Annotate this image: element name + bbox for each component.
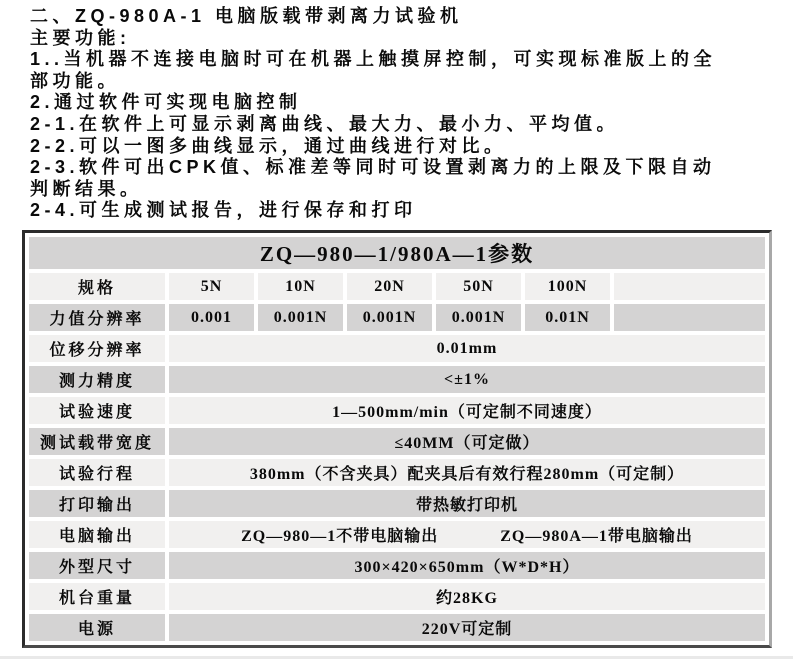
spec-label-cell: 打印输出 <box>29 490 165 517</box>
spec-value-cell: 300×420×650mm（W*D*H） <box>169 552 765 579</box>
spec-value-cell: 0.001 <box>169 304 254 331</box>
spec-value-cell: 5N <box>169 273 254 300</box>
intro-line: 2-2.可以一图多曲线显示，通过曲线进行对比。 <box>30 135 507 156</box>
spec-value-cell: 约28KG <box>169 583 765 610</box>
intro-text <box>30 6 775 222</box>
spec-value-cell: 0.01mm <box>169 335 765 362</box>
spec-label-cell: 试验速度 <box>29 397 165 424</box>
intro-line: 2-1.在软件上可显示剥离曲线、最大力、最小力、平均值。 <box>30 113 620 134</box>
spec-value-cell <box>169 521 765 548</box>
spec-label-cell: 规格 <box>29 273 165 300</box>
intro-line: 1..当机器不连接电脑时可在机器上触摸屏控制，可实现标准版上的全 <box>30 49 717 70</box>
spec-label-cell: 测力精度 <box>29 366 165 393</box>
document-heading: 二、ZQ-980A-1 电脑版载带剥离力试验机 <box>30 6 463 26</box>
intro-line: 2-4.可生成测试报告，进行保存和打印 <box>30 200 417 221</box>
intro-line: 部功能。 <box>30 70 120 91</box>
spec-value-cell: <±1% <box>169 366 765 393</box>
spec-value-cell: 0.001N <box>436 304 521 331</box>
spec-label-cell: 电源 <box>29 614 165 641</box>
spec-value-cell: 100N <box>525 273 610 300</box>
spec-value-cell: 50N <box>436 273 521 300</box>
spec-label-cell: 位移分辨率 <box>29 335 165 362</box>
spec-label-cell: 机台重量 <box>29 583 165 610</box>
intro-line: 判断结果。 <box>30 178 143 199</box>
intro-line: 2-3.软件可出CPK值、标准差等同时可设置剥离力的上限及下限自动 <box>30 157 716 178</box>
spec-value-cell: 0.001N <box>347 304 432 331</box>
spec-label-cell: 测试载带宽度 <box>29 428 165 455</box>
spec-label-cell: 电脑输出 <box>29 521 165 548</box>
intro-line: 主要功能: <box>30 27 131 48</box>
spec-value-cell: 0.001N <box>258 304 343 331</box>
spec-label-cell: 外型尺寸 <box>29 552 165 579</box>
table-title: ZQ—980—1/980A—1参数 <box>29 237 765 269</box>
spec-value-cell: 220V可定制 <box>169 614 765 641</box>
spec-value-cell: ≤40MM（可定做） <box>169 428 765 455</box>
spec-value-left: ZQ—980—1不带电脑输出 <box>241 528 439 545</box>
empty-cell <box>614 304 765 331</box>
spec-value-cell: 10N <box>258 273 343 300</box>
spec-label-cell: 试验行程 <box>29 459 165 486</box>
spec-label-cell: 力值分辨率 <box>29 304 165 331</box>
spec-table <box>22 230 772 648</box>
spec-value-cell: 20N <box>347 273 432 300</box>
intro-line: 2.通过软件可实现电脑控制 <box>30 92 302 113</box>
spec-value-cell: 1—500mm/min（可定制不同速度） <box>169 397 765 424</box>
empty-cell <box>614 273 765 300</box>
spec-value-cell: 带热敏打印机 <box>169 490 765 517</box>
spec-value-cell: 0.01N <box>525 304 610 331</box>
computer-output-values <box>169 523 765 546</box>
spec-value-cell: 380mm（不含夹具）配夹具后有效行程280mm（可定制） <box>169 459 765 486</box>
spec-value-right: ZQ—980A—1带电脑输出 <box>500 528 693 545</box>
